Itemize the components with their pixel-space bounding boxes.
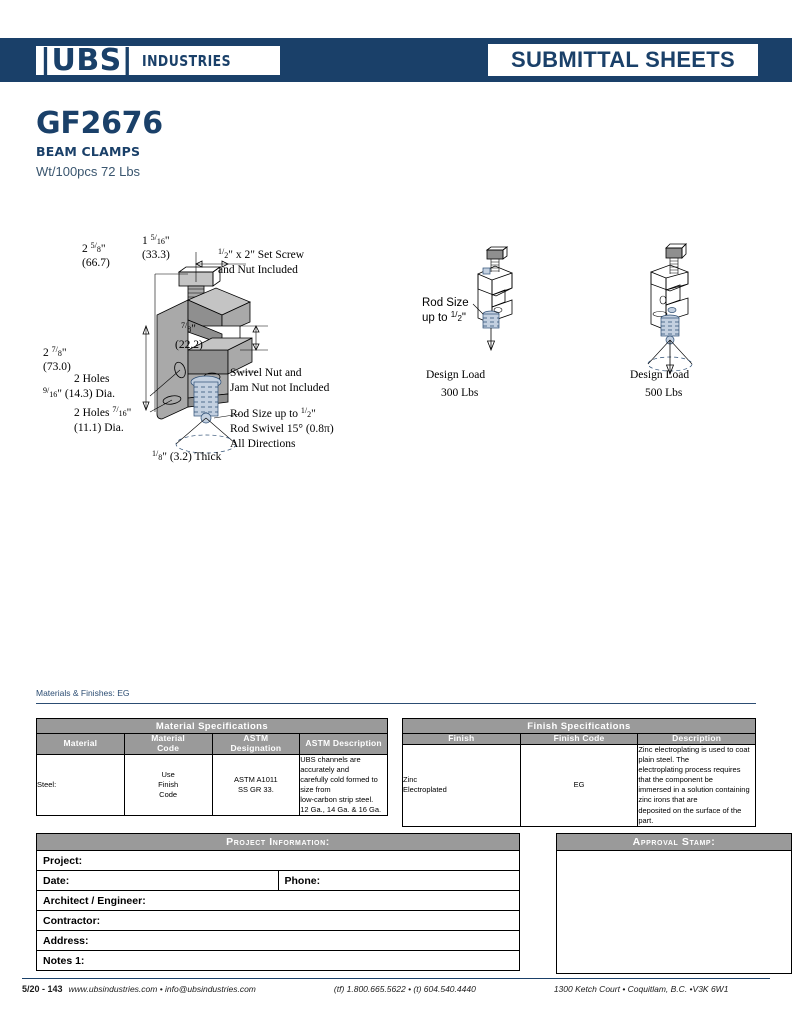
design-load-figure-300 [422, 247, 512, 399]
footer-phone-numbers: (tf) 1.800.665.5622 • (t) 604.540.4440 [333, 984, 476, 994]
finish-spec-title: Finish Specifications [403, 719, 756, 734]
dim-top-mm: (33.3) [142, 249, 170, 261]
dim-gap-label: $^7/_8$" [181, 321, 196, 335]
table-row [37, 851, 520, 871]
figure-300-caption-line2: 300 Lbs [441, 387, 479, 399]
cell-astm-designation: ASTM A1011 SS GR 33. [212, 754, 300, 816]
table-row [37, 834, 520, 851]
field-phone[interactable]: Phone: [278, 871, 520, 891]
technical-drawing-area [0, 222, 792, 502]
product-title-block [36, 108, 163, 179]
footer-doc-code: 5/20 - 143 [22, 984, 63, 994]
dim-height-label: 2 $^7/_8$" [43, 345, 67, 359]
dim-height-mm: (73.0) [43, 361, 71, 373]
col-header-material: Material [37, 734, 125, 755]
table-row [37, 931, 520, 951]
clamp-figure-300-drawing [478, 247, 512, 350]
note-rod-line3: All Directions [230, 438, 296, 450]
field-notes-1[interactable]: Notes 1: [37, 951, 520, 971]
figure-300-caption-line1: Design Load [426, 369, 486, 381]
table-row [557, 851, 792, 974]
col-header-material-code: Material Code [124, 734, 212, 755]
col-header-finish-description: Description [638, 734, 756, 745]
logo-ubs-text: |UBS| [40, 42, 134, 78]
table-row [37, 951, 520, 971]
footer-divider [22, 978, 770, 979]
approval-stamp-table [556, 833, 792, 974]
materials-finishes-label: Materials & Finishes: EG [36, 688, 130, 698]
clamp-figure-500-drawing [648, 244, 692, 374]
field-contractor[interactable]: Contractor: [37, 911, 520, 931]
cell-material: Steel: [37, 754, 125, 816]
page-title: GF2676 [36, 106, 163, 141]
note-rod-line1: Rod Size up to $^1/_2$" [230, 406, 316, 420]
materials-divider [36, 703, 756, 704]
dim-width-label: 2 $^5/_8$" [82, 241, 106, 255]
finish-specifications-table [402, 718, 756, 827]
field-address[interactable]: Address: [37, 931, 520, 951]
col-header-finish: Finish [403, 734, 521, 745]
figure-300-rod-label-line2: up to $^1/_2$" [422, 310, 467, 324]
footer-address: 1300 Ketch Court • Coquitlam, B.C. •V3K 6W1 [553, 984, 729, 994]
col-header-astm-designation: ASTM Designation [212, 734, 300, 755]
note-holes-a-line2: $^9/_{16}$" (14.3) Dia. [43, 386, 115, 400]
table-row [557, 834, 792, 851]
cell-finish-code: EG [520, 744, 638, 826]
ubs-logo [36, 42, 280, 78]
footer-website[interactable]: www.ubsindustries.com • info@ubsindustries.com [68, 984, 256, 994]
table-row [403, 719, 756, 734]
main-clamp-drawing [43, 233, 334, 463]
figure-500-caption-line2: 500 Lbs [645, 387, 683, 399]
table-row [37, 891, 520, 911]
note-swivel-line1: Swivel Nut and [230, 367, 302, 379]
table-row [37, 911, 520, 931]
field-architect-engineer[interactable]: Architect / Engineer: [37, 891, 520, 911]
project-information-section [36, 833, 756, 971]
table-row [403, 734, 756, 745]
note-holes-a-line1: 2 Holes [74, 373, 110, 385]
product-weight: Wt/100pcs 72 Lbs [36, 163, 141, 179]
note-holes-b-line2: (11.1) Dia. [74, 422, 124, 434]
col-header-finish-code: Finish Code [520, 734, 638, 745]
dim-top-label: 1 $^5/_{16}$" [142, 233, 170, 247]
material-specifications-table [36, 718, 388, 816]
note-rod-line2: Rod Swivel 15° (0.8π) [230, 423, 334, 435]
field-project[interactable]: Project: [37, 851, 520, 871]
note-swivel-line2: Jam Nut not Included [230, 382, 330, 394]
note-holes-b-line1: 2 Holes $^7/_{16}$" [74, 405, 132, 419]
logo-industries-text: INDUSTRIES [142, 51, 232, 70]
note-set-screw-line2: and Nut Included [218, 264, 298, 276]
approval-stamp-title: Approval Stamp: [557, 834, 792, 851]
design-load-figure-500 [630, 244, 692, 399]
cell-finish-description: Zinc electroplating is used to coat plain steel. The electroplating process requires that the component be immersed in a solution containing zinc irons that are deposited on the surface of the part. [638, 744, 756, 826]
project-information-table [36, 833, 520, 971]
submittal-sheets-banner [488, 44, 758, 76]
dim-width-mm: (66.7) [82, 257, 110, 269]
table-row [37, 719, 388, 734]
cell-astm-description: UBS channels are accurately and carefully cold formed to size from low-carbon strip steel. 12 Ga., 14 Ga. & 16 Ga. [300, 754, 388, 816]
cell-finish: Zinc Electroplated [403, 744, 521, 826]
note-thickness: $^1/_8$" (3.2) Thick [152, 449, 222, 463]
project-information-title: Project Information: [37, 834, 520, 851]
footer-left [22, 984, 256, 994]
table-row [37, 754, 388, 816]
table-row [403, 744, 756, 826]
table-row [37, 871, 520, 891]
dim-gap-mm: (22.2) [175, 339, 203, 351]
figure-500-caption-line1: Design Load [630, 369, 690, 381]
note-set-screw-line1: $^1/_2$" x 2" Set Screw [218, 247, 305, 261]
product-description: BEAM CLAMPS [36, 143, 141, 159]
page-footer [22, 984, 770, 994]
figure-300-rod-label-line1: Rod Size [422, 297, 469, 309]
submittal-sheets-title: SUBMITTAL SHEETS [511, 47, 735, 72]
material-spec-title: Material Specifications [37, 719, 388, 734]
field-date[interactable]: Date: [37, 871, 279, 891]
table-row [37, 734, 388, 755]
approval-stamp-area[interactable] [557, 851, 792, 974]
col-header-astm-description: ASTM Description [300, 734, 388, 755]
cell-material-code: Use Finish Code [124, 754, 212, 816]
